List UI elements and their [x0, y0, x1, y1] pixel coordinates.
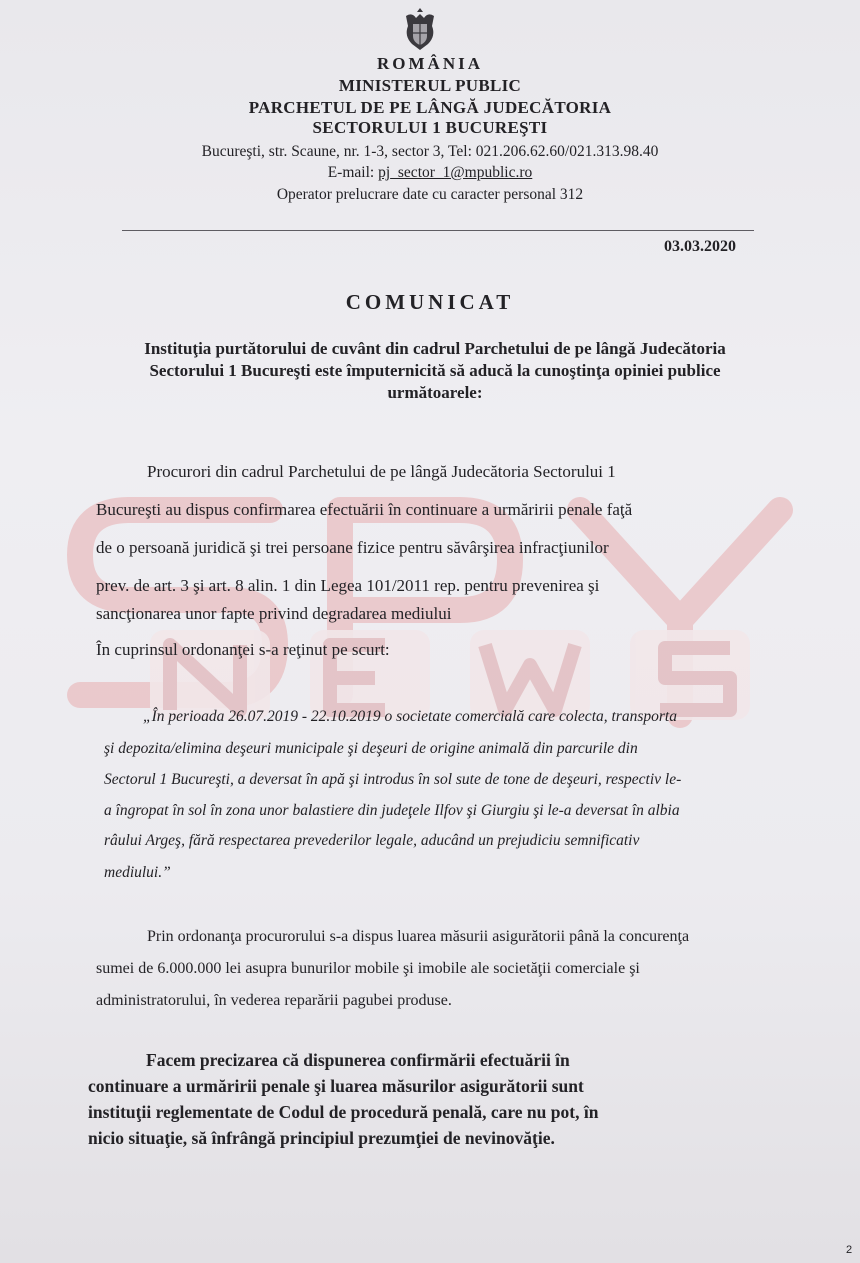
closing-line: instituţii reglementate de Codul de procedură penală, care nu pot, în [88, 1102, 599, 1122]
header-country: ROMÂNIA [377, 54, 483, 73]
paragraph2-line: Prin ordonanţa procurorului s-a dispus luarea măsurii asigurătorii până la concurenţa [147, 928, 690, 945]
quote-line: a îngropat în sol în zona unor balastiere din judeţele Ilfov şi Giurgiu şi le-a deversat în albia [104, 802, 680, 819]
closing-line: Facem precizarea că dispunerea confirmării efectuării în [146, 1050, 570, 1070]
header-office-line1: PARCHETUL DE PE LÂNGĂ JUDECĂTORIA [248, 98, 612, 117]
quote-line: mediului.” [104, 864, 171, 881]
paragraph1-line: Bucureşti au dispus confirmarea efectuării în continuare a urmăririi penale faţă [96, 500, 633, 519]
page-mark: 2 [846, 1244, 853, 1256]
paragraph1-line: În cuprinsul ordonanţei s-a reţinut pe scurt: [96, 640, 390, 659]
header-email-link[interactable]: pj_sector_1@mpublic.ro [378, 164, 533, 181]
document-date: 03.03.2020 [664, 238, 736, 255]
header-email-line [0, 164, 860, 182]
header-address: Bucureşti, str. Scaune, nr. 1-3, sector 3, Tel: 021.206.62.60/021.313.98.40 [201, 143, 659, 160]
paragraph2-line: administratorului, în vederea reparării pagubei produse. [96, 992, 452, 1009]
quote-line: Sectorul 1 Bucureşti, a deversat în apă şi introdus în sol sute de tone de deşeuri, respectiv le- [104, 771, 682, 788]
closing-line: continuare a urmăririi penale şi luarea măsurilor asigurătorii sunt [88, 1076, 584, 1096]
paragraph1-line: prev. de art. 3 şi art. 8 alin. 1 din Legea 101/2011 rep. pentru prevenirea şi [96, 576, 600, 595]
header-email-label: E-mail: [327, 164, 379, 181]
header-operator: Operator prelucrare date cu caracter personal 312 [276, 186, 584, 203]
quote-line: „În perioada 26.07.2019 - 22.10.2019 o societate comercială care colecta, transporta [143, 708, 677, 725]
quote-line: şi depozita/elimina deşeuri municipale şi deşeuri de origine animală din parcurile din [104, 740, 638, 757]
closing-line: nicio situaţie, să înfrângă principiul prezumţiei de nevinovăţie. [88, 1128, 555, 1148]
quote-line: râului Argeş, fără respectarea prevederilor legale, aducând un prejudiciu semnificativ [104, 832, 640, 849]
document-title: COMUNICAT [345, 290, 515, 314]
header-divider [122, 230, 754, 231]
romanian-coat-of-arms-icon [400, 6, 440, 52]
header-ministry: MINISTERUL PUBLIC [338, 76, 522, 95]
header-office-line2: SECTORULUI 1 BUCUREŞTI [312, 118, 548, 137]
intro-paragraph: Instituţia purtătorului de cuvânt din cadrul Parchetului de pe lângă Judecătoria Sectorului 1 Bucureşti este împuternicită să aducă la cunoştinţa opiniei publice următoarele: [144, 339, 726, 402]
paragraph1-line: Procurori din cadrul Parchetului de pe lângă Judecătoria Sectorului 1 [147, 462, 616, 481]
paragraph1-line: sancţionarea unor fapte privind degradarea mediului [96, 604, 452, 623]
paragraph2-line: sumei de 6.000.000 lei asupra bunurilor mobile şi imobile ale societăţii comerciale şi [96, 960, 640, 977]
paragraph1-line: de o persoană juridică şi trei persoane fizice pentru săvârşirea infracţiunilor [96, 538, 609, 557]
